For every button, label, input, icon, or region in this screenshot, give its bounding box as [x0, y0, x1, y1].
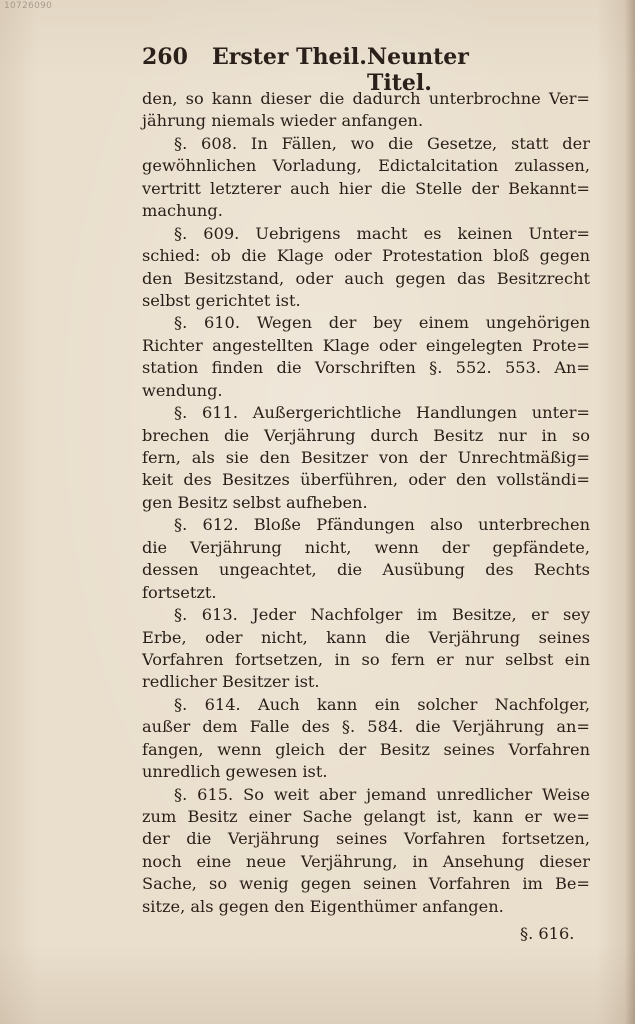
text-line: brechen die Verjährung durch Besitz nur in so [142, 425, 590, 445]
text-line: außer dem Falle des §. 584. die Verjährung an= [142, 717, 590, 737]
text-line: zum Besitz einer Sache gelangt ist, kann er we= [142, 807, 590, 826]
text-line: gen Besitz selbst aufheben. [142, 492, 368, 512]
paragraph-615-start: §. 615. So weit aber jemand unredlicher Weise [174, 784, 590, 804]
text-line: fern, als sie den Besitzer von der Unrechtmäßig= [142, 448, 590, 467]
text-line: schied: ob die Klage oder Protestation bloß gegen [142, 246, 590, 266]
paragraph-611-start: §. 611. Außergerichtliche Handlungen unter= [174, 403, 590, 423]
paragraph-610-start: §. 610. Wegen der bey einem ungehörigen [174, 313, 590, 333]
text-line: dessen ungeachtet, die Ausübung des Rechts [142, 560, 590, 580]
paragraph-613-start: §. 613. Jeder Nachfolger im Besitze, er sey [174, 605, 590, 625]
paragraph-608-start: §. 608. In Fällen, wo die Gesetze, statt der [174, 133, 590, 153]
section-title: Erster Theil. [212, 44, 367, 70]
running-head [142, 44, 512, 96]
text-line: Sache, so wenig gegen seinen Vorfahren im Be= [142, 874, 590, 894]
text-line: selbst gerichtet ist. [142, 290, 301, 310]
text-line: Erbe, oder nicht, kann die Verjährung seines [142, 627, 590, 647]
text-line: noch eine neue Verjährung, in Ansehung dieser [142, 851, 590, 871]
text-line: gewöhnlichen Vorladung, Edictalcitation zulassen, [142, 156, 590, 176]
text-line: der die Verjährung seines Vorfahren fortsetzen, [142, 829, 590, 849]
text-line: sitze, als gegen den Eigenthümer anfangen. [142, 896, 504, 916]
text-line: Vorfahren fortsetzen, in so fern er nur selbst ein [142, 649, 590, 669]
text-line: wendung. [142, 380, 223, 400]
text-line: machung. [142, 201, 223, 221]
text-line: unredlich gewesen ist. [142, 762, 328, 782]
paragraph-614-start: §. 614. Auch kann ein solcher Nachfolger, [174, 694, 590, 714]
text-line: den, so kann dieser die dadurch unterbrochne Ver= [142, 89, 590, 108]
chapter-title: Neunter Titel. [367, 44, 469, 96]
scan-id: 10726090 [4, 1, 53, 11]
text-line: den Besitzstand, oder auch gegen das Besitzrecht [142, 268, 590, 288]
catchword: §. 616. [520, 924, 575, 943]
text-line: redlicher Besitzer ist. [142, 672, 320, 692]
text-line: die Verjährung nicht, wenn der gepfändete, [142, 537, 590, 557]
paragraph-609-start: §. 609. Uebrigens macht es keinen Unter= [174, 223, 590, 243]
text-line: keit des Besitzes überführen, oder den vollständi= [142, 470, 590, 490]
text-line: Richter angestellten Klage oder eingelegten Prote= [142, 335, 590, 355]
body-text [142, 88, 590, 918]
page-edge-shadow [625, 0, 635, 1024]
text-line: fortsetzt. [142, 582, 217, 602]
text-line: vertritt letzterer auch hier die Stelle der Bekannt= [142, 178, 590, 198]
text-line: fangen, wenn gleich der Besitz seines Vorfahren [142, 739, 590, 759]
page-number: 260 [142, 44, 188, 70]
paragraph-612-start: §. 612. Bloße Pfändungen also unterbrechen [174, 515, 590, 535]
text-line: station finden die Vorschriften §. 552. 553. An= [142, 358, 590, 378]
text-line: jährung niemals wieder anfangen. [142, 111, 424, 131]
